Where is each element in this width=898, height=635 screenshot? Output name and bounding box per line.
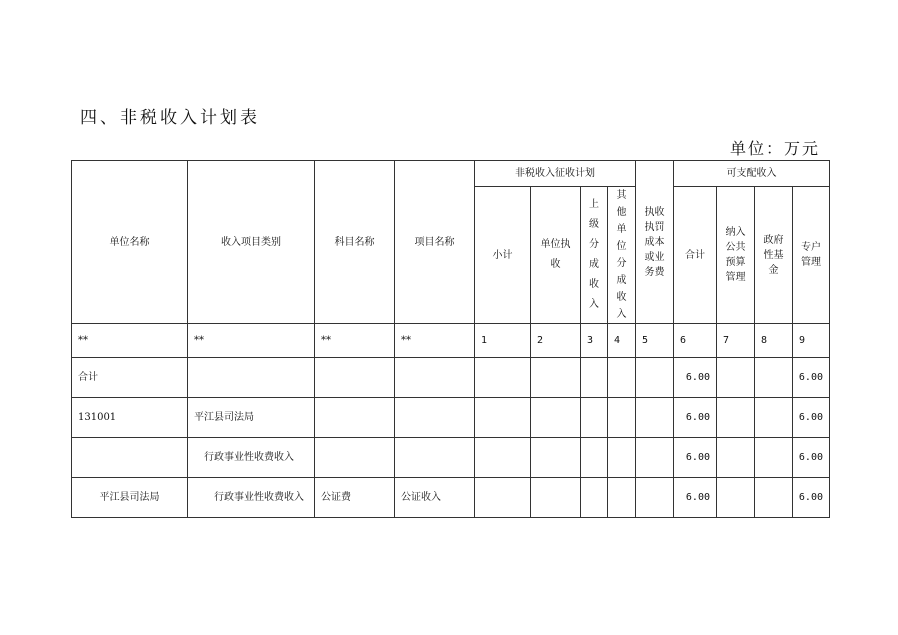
cell-empty [581,358,608,398]
header-project: 项目名称 [395,161,475,324]
cell-unit-name: 平江县司法局 [72,478,188,518]
header-upper-share: 上级分成收入 [581,187,608,324]
cell-empty [475,478,531,518]
cell-empty [608,398,636,438]
cell-empty [636,358,674,398]
index-cell: 7 [717,324,755,358]
header-gov-fund: 政府性基金 [755,187,793,324]
cell-empty [755,358,793,398]
cell-total: 6.00 [674,358,717,398]
index-cell: 6 [674,324,717,358]
cell-unit-name: 合计 [72,358,188,398]
header-special-mgmt: 专户管理 [793,187,830,324]
header-enforce-cost: 执收执罚成本或业务费 [636,161,674,324]
cell-empty [608,358,636,398]
index-cell: 2 [531,324,581,358]
unit-label: 单位：万元 [729,139,820,158]
header-subject: 科目名称 [315,161,395,324]
cell-empty [475,358,531,398]
cell-empty [581,398,608,438]
cell-empty [581,438,608,478]
header-unit-exec: 单位执收 [531,187,581,324]
cell-empty [755,438,793,478]
cell-empty [531,358,581,398]
cell-empty [608,438,636,478]
index-cell: 1 [475,324,531,358]
cell-empty [717,438,755,478]
header-category: 收入项目类别 [188,161,315,324]
cell-empty [608,478,636,518]
table-row [72,358,830,398]
cell-total: 6.00 [674,398,717,438]
index-cell: 9 [793,324,830,358]
page-title: 四、非税收入计划表 [80,108,260,128]
index-cell: ** [188,324,315,358]
table-row [72,398,830,438]
cell-special: 6.00 [793,398,830,438]
index-cell: 4 [608,324,636,358]
table-row [72,438,830,478]
cell-empty [717,358,755,398]
cell-empty [531,398,581,438]
header-public-budget: 纳入公共预算管理 [717,187,755,324]
index-cell: ** [72,324,188,358]
cell-category: 行政事业性收费收入 [188,478,315,518]
cell-empty [755,478,793,518]
cell-special: 6.00 [793,358,830,398]
cell-category [188,358,315,398]
cell-project [395,438,475,478]
index-cell: 8 [755,324,793,358]
header-plan-group: 非税收入征收计划 [475,161,636,187]
cell-empty [475,438,531,478]
cell-total: 6.00 [674,478,717,518]
index-cell: 3 [581,324,608,358]
cell-project: 公证收入 [395,478,475,518]
header-subtotal: 小计 [475,187,531,324]
cell-empty [581,478,608,518]
cell-empty [717,398,755,438]
header-disposable-group: 可支配收入 [674,161,830,187]
index-row [72,324,830,358]
cell-empty [636,398,674,438]
cell-category: 平江县司法局 [188,398,315,438]
cell-subject [315,398,395,438]
cell-project [395,358,475,398]
cell-special: 6.00 [793,478,830,518]
index-cell: 5 [636,324,674,358]
cell-total: 6.00 [674,438,717,478]
index-cell: ** [315,324,395,358]
header-other-share: 其他单位分成收入 [608,187,636,324]
cell-subject: 公证费 [315,478,395,518]
cell-unit-name: 131001 [72,398,188,438]
cell-empty [531,438,581,478]
cell-subject [315,438,395,478]
cell-special: 6.00 [793,438,830,478]
cell-category: 行政事业性收费收入 [188,438,315,478]
cell-empty [636,438,674,478]
header-unit-name: 单位名称 [72,161,188,324]
table-row [72,478,830,518]
non-tax-revenue-table [71,160,830,518]
cell-subject [315,358,395,398]
cell-project [395,398,475,438]
cell-empty [475,398,531,438]
cell-empty [636,478,674,518]
cell-unit-name [72,438,188,478]
header-total: 合计 [674,187,717,324]
cell-empty [755,398,793,438]
cell-empty [531,478,581,518]
cell-empty [717,478,755,518]
index-cell: ** [395,324,475,358]
